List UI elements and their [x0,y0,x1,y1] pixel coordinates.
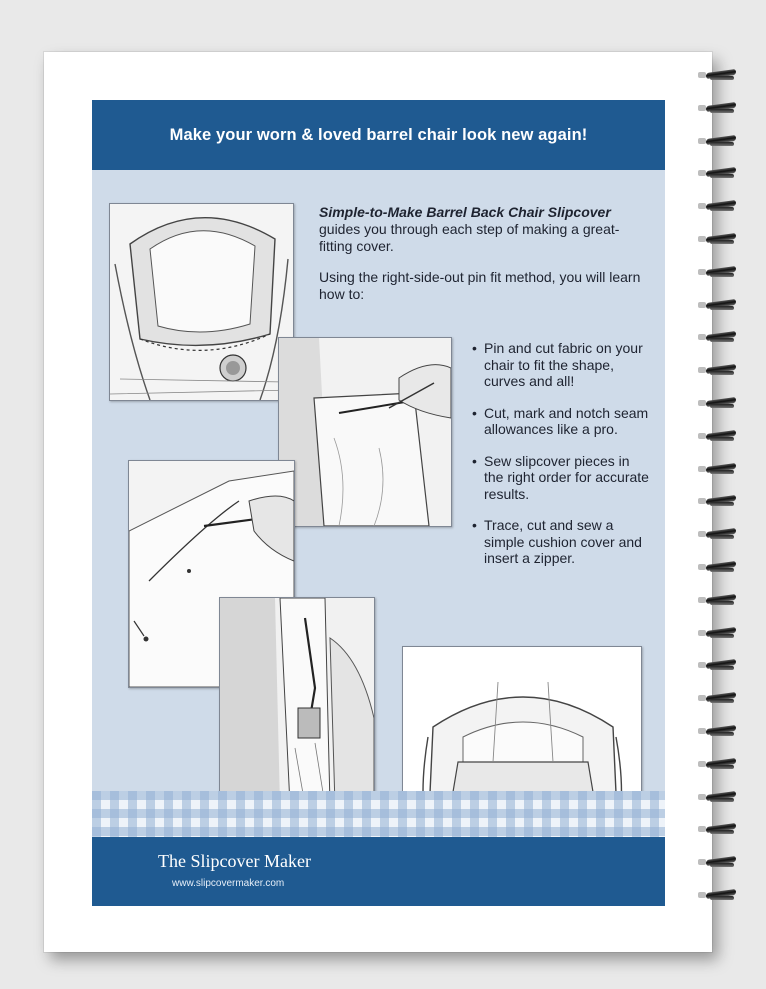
spiral-coil [696,496,740,506]
spiral-coil [696,365,740,375]
spiral-coil [696,398,740,408]
pinned-chair-back-illustration [109,203,294,401]
footer-banner [92,837,665,906]
spiral-coil [696,562,740,572]
bullet-text: Trace, cut and sew a simple cushion cover and insert a zipper. [484,517,642,566]
spiral-coil [696,759,740,769]
spiral-coil [696,595,740,605]
spiral-binding [696,70,746,920]
description-paragraph [319,204,649,255]
description-title: Simple-to-Make Barrel Back Chair Slipcover [319,204,611,220]
book-cover [92,100,665,906]
bullet-text: Pin and cut fabric on your chair to fit the shape, curves and all! [484,340,643,389]
spiral-coil [696,628,740,638]
spiral-coil [696,824,740,834]
spiral-coil [696,464,740,474]
description-block [319,204,649,317]
spiral-coil [696,103,740,113]
sewing-machine-illustration [219,597,375,806]
headline: Make your worn & loved barrel chair look new again! [169,125,588,144]
brand-name: The Slipcover Maker [158,851,311,871]
bullet-list [472,340,652,582]
cutting-fabric-illustration [278,337,452,527]
spiral-coil [696,890,740,900]
spiral-coil [696,529,740,539]
bullet-item: • Trace, cut and sew a simple cushion cover and insert a zipper. [472,517,652,567]
description-rest: guides you through each step of making a great-fitting cover. [319,221,620,254]
spiral-coil [696,660,740,670]
method-paragraph: Using the right-side-out pin fit method, you will learn how to: [319,269,641,302]
spiral-coil [696,431,740,441]
bullet-item: • Pin and cut fabric on your chair to fit the shape, curves and all! [472,340,652,390]
spiral-coil [696,234,740,244]
spiral-coil [696,70,740,80]
website-url: www.slipcovermaker.com [172,878,285,889]
bullet-item: • Cut, mark and notch seam allowances like a pro. [472,405,652,438]
spiral-coil [696,792,740,802]
spiral-coil [696,136,740,146]
spiral-coil [696,267,740,277]
bullet-text: Sew slipcover pieces in the right order for accurate results. [484,452,649,502]
spiral-coil [696,726,740,736]
pinned-chair-back-drawing [110,204,293,400]
bullet-item: • Sew slipcover pieces in the right order for accurate results. [472,453,652,503]
spiral-coil [696,168,740,178]
sewing-machine-drawing [220,598,374,805]
spiral-coil [696,300,740,310]
spiral-coil [696,201,740,211]
spiral-coil [696,332,740,342]
spiral-coil [696,693,740,703]
cutting-fabric-drawing [279,338,451,526]
headline-banner [92,100,665,170]
bullet-text: Cut, mark and notch seam allowances like a pro. [484,404,649,437]
gingham-strip [92,791,665,837]
spiral-coil [696,857,740,867]
